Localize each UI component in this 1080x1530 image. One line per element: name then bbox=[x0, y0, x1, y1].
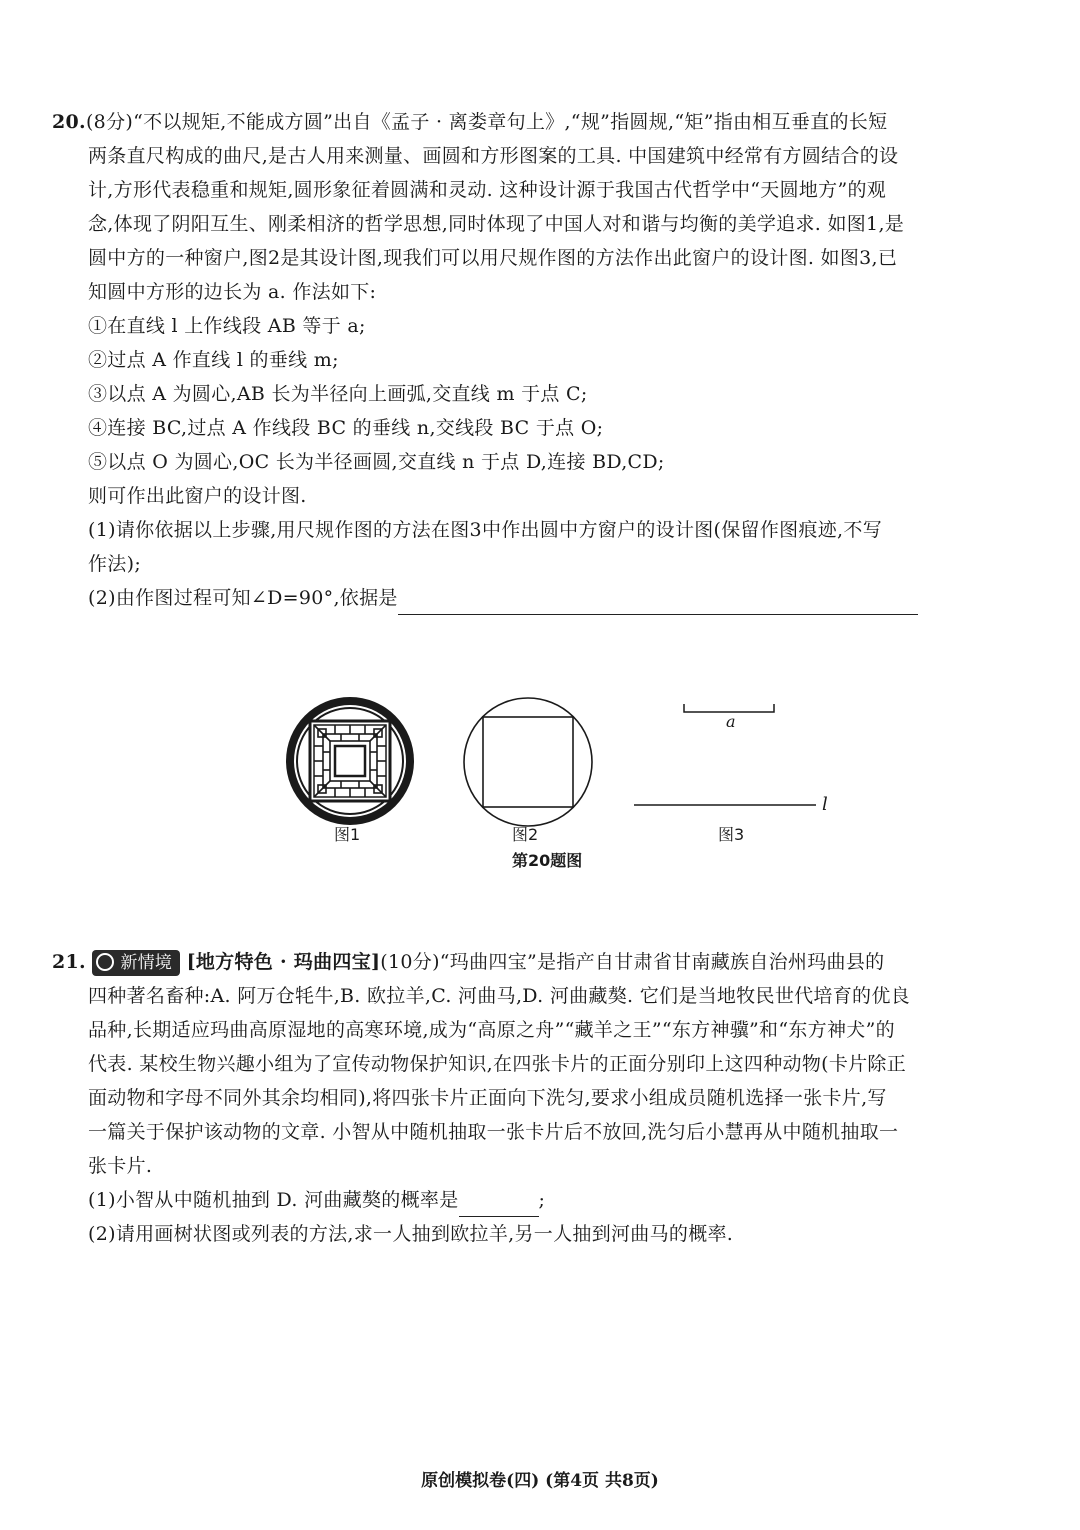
question-21 bbox=[52, 945, 1032, 1251]
figure-1-caption: 图1 bbox=[334, 825, 361, 844]
q21-part-1-end: ; bbox=[538, 1189, 546, 1211]
lightbulb-icon bbox=[96, 953, 114, 971]
q20-line: 念,体现了阴阳互生、刚柔相济的哲学思想,同时体现了中国人对和谐与均衡的美学追求. 如图1,是 bbox=[88, 213, 905, 235]
page-footer: 原创模拟卷(四) (第4页 共8页) bbox=[421, 1471, 659, 1491]
q21-line: 四种著名畜种:A. 阿万仓牦牛,B. 欧拉羊,C. 河曲马,D. 河曲藏獒. 它们是当地牧民世代培育的优良 bbox=[88, 985, 910, 1007]
figure-2-design bbox=[460, 694, 596, 830]
q21-line: 面动物和字母不同外其余均相同),将四张卡片正面向下洗匀,要求小组成员随机选择一张卡片,写 bbox=[88, 1087, 887, 1109]
figure-1-window bbox=[283, 694, 417, 828]
q21-line: 代表. 某校生物兴趣小组为了宣传动物保护知识,在四张卡片的正面分别印上这四种动物(卡片除正 bbox=[88, 1053, 907, 1075]
q21-number: 21. bbox=[52, 951, 86, 973]
q21-line: 张卡片. bbox=[88, 1155, 153, 1177]
line-l-label: l bbox=[822, 794, 828, 815]
q20-step-1: ①在直线 l 上作线段 AB 等于 a; bbox=[88, 315, 366, 337]
q21-part-1-text: (1)小智从中随机抽到 D. 河曲藏獒的概率是 bbox=[88, 1189, 459, 1211]
q20-line: 作法); bbox=[88, 553, 142, 575]
q21-line-1 bbox=[52, 945, 1032, 979]
figure-group-title: 第20题图 bbox=[512, 851, 583, 870]
segment-a-label: a bbox=[726, 712, 736, 731]
q20-line-text: (8分)“不以规矩,不能成方圆”出自《孟子 · 离娄章句上》,“规”指圆规,“矩”指由相互垂直的长短 bbox=[85, 111, 888, 133]
question-20 bbox=[52, 105, 1032, 615]
q20-step-4: ④连接 BC,过点 A 作线段 BC 的垂线 n,交线段 BC 于点 O; bbox=[88, 417, 604, 439]
q21-part-2: (2)请用画树状图或列表的方法,求一人抽到欧拉羊,另一人抽到河曲马的概率. bbox=[88, 1223, 734, 1245]
q20-line: 计,方形代表稳重和规矩,圆形象征着圆满和灵动. 这种设计源于我国古代哲学中“天圆地方”的观 bbox=[88, 179, 887, 201]
answer-blank[interactable] bbox=[459, 1194, 539, 1217]
q21-part-1 bbox=[62, 1183, 1032, 1217]
q20-figures bbox=[0, 690, 1080, 880]
q20-line: 则可作出此窗户的设计图. bbox=[88, 485, 307, 507]
new-context-badge bbox=[92, 950, 180, 976]
q20-line: 知圆中方形的边长为 a. 作法如下: bbox=[88, 281, 377, 303]
q20-number: 20. bbox=[52, 111, 86, 133]
q21-line: 一篇关于保护该动物的文章. 小智从中随机抽取一张卡片后不放回,洗匀后小慧再从中随机抽取一 bbox=[88, 1121, 899, 1143]
q20-part-2 bbox=[62, 581, 1032, 615]
q20-step-3: ③以点 A 为圆心,AB 长为半径向上画弧,交直线 m 于点 C; bbox=[88, 383, 588, 405]
q20-part-1: (1)请你依据以上步骤,用尺规作图的方法在图3中作出圆中方窗户的设计图(保留作图痕迹,不写 bbox=[88, 519, 882, 541]
q21-topic: [地方特色 · 玛曲四宝] bbox=[186, 951, 381, 973]
figure-2-caption: 图2 bbox=[512, 825, 539, 844]
q20-line: 两条直尺构成的曲尺,是古人用来测量、画圆和方形图案的工具. 中国建筑中经常有方圆结合的设 bbox=[88, 145, 899, 167]
badge-label: 新情境 bbox=[120, 953, 173, 973]
q20-step-2: ②过点 A 作直线 l 的垂线 m; bbox=[88, 349, 339, 371]
q21-line: 品种,长期适应玛曲高原湿地的高寒环境,成为“高原之舟”“藏羊之王”“东方神骥”和“东方神犬”的 bbox=[88, 1019, 895, 1041]
q20-part-2-text: (2)由作图过程可知∠D=90°,依据是 bbox=[88, 587, 398, 609]
q20-line: 圆中方的一种窗户,图2是其设计图,现我们可以用尺规作图的方法作出此窗户的设计图. 如图3,已 bbox=[88, 247, 898, 269]
q20-step-5: ⑤以点 O 为圆心,OC 长为半径画圆,交直线 n 于点 D,连接 BD,CD; bbox=[88, 451, 665, 473]
answer-blank[interactable] bbox=[398, 592, 918, 615]
figure-3-caption: 图3 bbox=[718, 825, 745, 844]
q21-line-text: (10分)“玛曲四宝”是指产自甘肃省甘南藏族自治州玛曲县的 bbox=[380, 951, 885, 973]
q20-line-1 bbox=[52, 105, 1032, 139]
